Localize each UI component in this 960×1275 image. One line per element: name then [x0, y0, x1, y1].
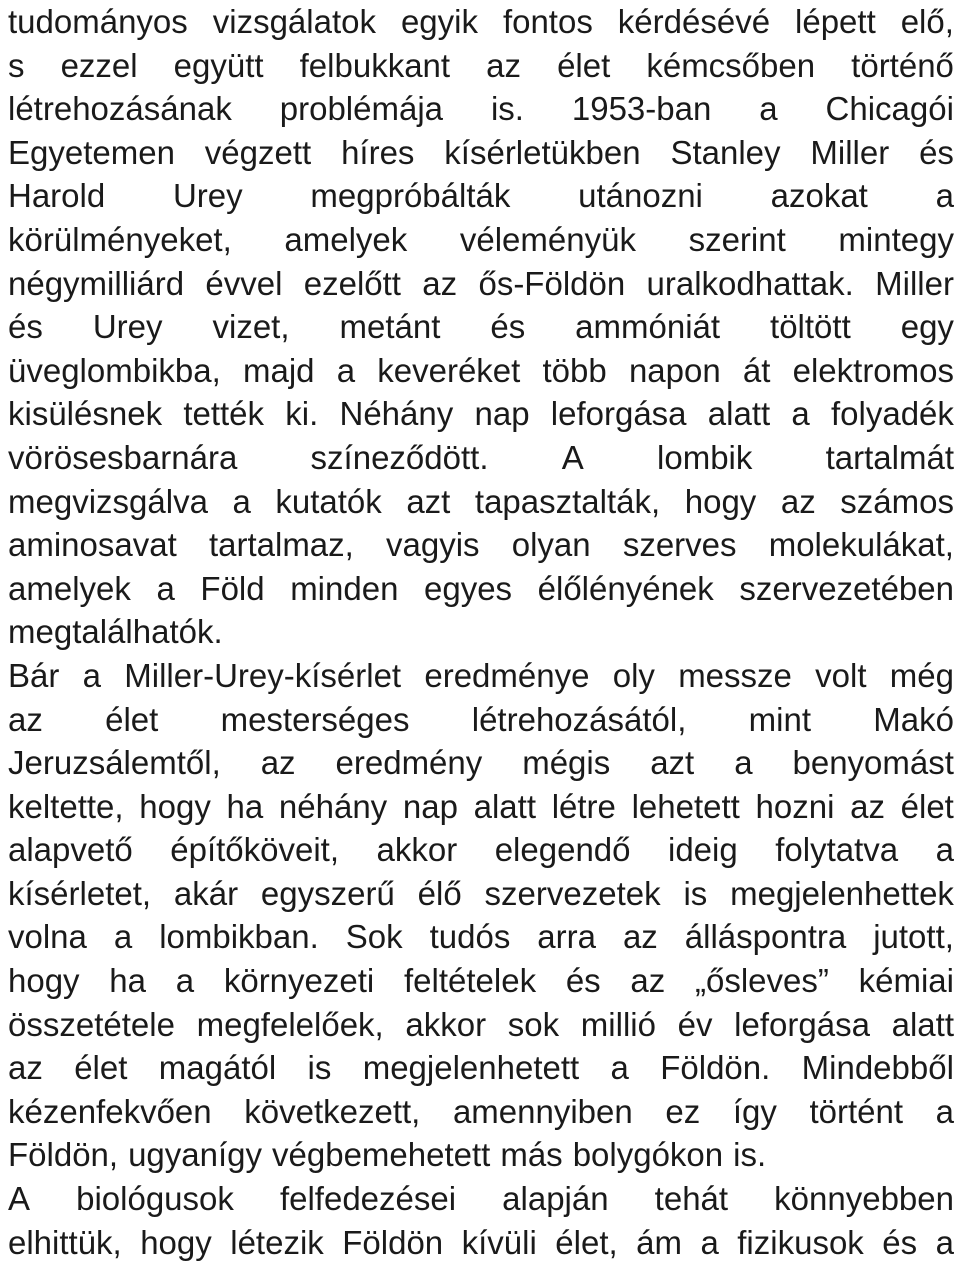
- word: és: [490, 308, 526, 346]
- word: azt: [406, 482, 451, 520]
- word: tartalmát: [825, 438, 954, 476]
- word: bolygókon: [572, 1136, 724, 1174]
- word: tapasztalták,: [474, 482, 661, 520]
- word: Miller: [810, 133, 890, 171]
- word: élet: [74, 1049, 128, 1087]
- text-line: [8, 218, 954, 262]
- word: és: [8, 308, 43, 346]
- text-line: [8, 523, 954, 567]
- word: volt: [815, 656, 867, 694]
- word: töltött: [770, 308, 851, 346]
- word: ezzel: [60, 46, 138, 84]
- word: tették: [183, 395, 265, 433]
- word: élet: [105, 700, 159, 738]
- word: megfelelőek,: [196, 1005, 384, 1043]
- word: az: [486, 46, 521, 84]
- word: a: [156, 569, 175, 607]
- word: fontos: [502, 3, 593, 40]
- word: lehetett: [631, 787, 740, 825]
- word: volna: [8, 918, 87, 956]
- word: is.: [733, 1136, 767, 1174]
- word: hogy: [139, 787, 211, 825]
- word: élő: [417, 874, 462, 912]
- word: Sok: [345, 918, 403, 956]
- word: arra: [537, 918, 596, 956]
- word: élet,: [555, 1223, 618, 1261]
- word: létrehozásának: [8, 90, 232, 128]
- word: évvel: [205, 264, 283, 302]
- text-line: [8, 1133, 954, 1177]
- word: az: [850, 787, 885, 825]
- word: 1953-ban: [571, 90, 712, 128]
- word: a: [935, 1223, 954, 1261]
- word: élet: [900, 787, 954, 825]
- word: Földön: [342, 1223, 444, 1261]
- word: a: [610, 1049, 629, 1087]
- text-line: [8, 698, 954, 742]
- word: kívüli: [461, 1223, 537, 1261]
- word: az: [8, 700, 43, 738]
- word: mesterséges: [220, 700, 410, 738]
- word: leforgása: [550, 395, 687, 433]
- word: ki.: [285, 395, 319, 433]
- word: összetétele: [8, 1005, 175, 1043]
- word: létezik: [230, 1223, 324, 1261]
- word: megjelenhetett: [362, 1049, 580, 1087]
- word: alapvető: [8, 831, 133, 869]
- word: az: [422, 264, 458, 302]
- word: sok: [507, 1005, 560, 1043]
- word: kutatók: [275, 482, 382, 520]
- word: Bár: [8, 656, 60, 694]
- word: ammóniát: [575, 308, 721, 346]
- word: négymilliárd: [8, 264, 185, 302]
- word: szerint: [688, 220, 786, 258]
- word: keveréket: [377, 351, 521, 389]
- text-line: [8, 349, 954, 393]
- word: kémcsőben: [646, 46, 816, 84]
- word: megpróbálták: [310, 177, 511, 215]
- word: véleményük: [459, 220, 636, 258]
- word: nap: [474, 395, 530, 433]
- word: elektromos: [792, 351, 954, 389]
- text-line: [8, 828, 954, 872]
- word: akár: [173, 874, 239, 912]
- word: Mindebből: [801, 1049, 954, 1087]
- word: építőköveit,: [170, 831, 340, 869]
- word: leforgása: [734, 1005, 870, 1043]
- word: A: [8, 1180, 31, 1218]
- word: Földön,: [8, 1136, 119, 1174]
- word: az: [260, 744, 296, 782]
- word: fizikusok: [737, 1223, 864, 1261]
- text-line: [8, 654, 954, 698]
- word: ideig: [668, 831, 738, 869]
- word: a: [336, 351, 356, 389]
- word: mintegy: [838, 220, 954, 258]
- word: amelyek: [284, 220, 408, 258]
- word: hozni: [755, 787, 835, 825]
- word: álláspontra: [684, 918, 847, 956]
- word: több: [542, 351, 607, 389]
- word: élőlényének: [537, 569, 714, 607]
- text-line: [8, 87, 954, 131]
- word: magától: [158, 1049, 277, 1087]
- text-line: [8, 174, 954, 218]
- word: oly: [612, 656, 655, 694]
- word: át: [742, 351, 771, 389]
- word: alatt: [473, 787, 536, 825]
- word: ha: [109, 962, 147, 1000]
- word: a: [175, 962, 195, 1000]
- word: következett,: [244, 1092, 421, 1130]
- word: ez: [665, 1092, 701, 1130]
- word: akkor: [405, 1005, 487, 1043]
- word: benyomást: [792, 744, 954, 782]
- word: szervezetek: [484, 874, 661, 912]
- text-line: [8, 741, 954, 785]
- word: más: [500, 1136, 563, 1174]
- word: is.: [490, 90, 524, 128]
- word: hogy: [8, 962, 80, 1000]
- text-line: [8, 305, 954, 349]
- word: hogy: [684, 482, 757, 520]
- word: Föld: [200, 569, 265, 607]
- word: könnyebben: [774, 1180, 954, 1218]
- word: is: [307, 1049, 332, 1087]
- text-line: [8, 785, 954, 829]
- text-line: [8, 392, 954, 436]
- word: kémiai: [858, 962, 954, 1000]
- text-line: [8, 1003, 954, 1047]
- word: kísérletet,: [8, 874, 152, 912]
- word: folytatva: [775, 831, 899, 869]
- word: Harold: [8, 177, 106, 215]
- word: mint: [748, 700, 811, 738]
- word: azt: [650, 744, 695, 782]
- word: egyes: [424, 569, 513, 607]
- word: a: [82, 656, 101, 694]
- word: a: [232, 482, 251, 520]
- word: uralkodhattak.: [646, 264, 854, 302]
- word: vizsgálatok: [212, 3, 376, 40]
- word: tartalmaz,: [208, 526, 354, 564]
- word: ős-Földön: [478, 264, 626, 302]
- word: ezelőtt: [303, 264, 401, 302]
- word: s: [8, 46, 25, 84]
- word: napon: [628, 351, 721, 389]
- word: alapján: [502, 1180, 609, 1218]
- word: tehát: [654, 1180, 729, 1218]
- word: élet: [557, 46, 611, 84]
- word: lombikban.: [159, 918, 319, 956]
- word: év: [677, 1005, 713, 1043]
- word: feltételek: [403, 962, 537, 1000]
- word: nap: [402, 787, 458, 825]
- word: üveglombikba,: [8, 351, 221, 389]
- word: kísérletükben: [444, 133, 641, 171]
- word: ám: [636, 1223, 682, 1261]
- word: mégis: [522, 744, 611, 782]
- word: megvizsgálva: [8, 482, 208, 520]
- word: tudós: [429, 918, 511, 956]
- word: kisülésnek: [8, 395, 163, 433]
- word: vizet,: [212, 308, 290, 346]
- word: történő: [851, 46, 954, 84]
- word: az: [622, 918, 658, 956]
- word: szervezetében: [739, 569, 954, 607]
- word: alatt: [891, 1005, 954, 1043]
- word: „ősleves”: [695, 962, 829, 1000]
- word: szerves: [622, 526, 737, 564]
- word: létre: [551, 787, 616, 825]
- text-line: [8, 480, 954, 524]
- text-line: [8, 0, 954, 44]
- text-line: [8, 610, 954, 654]
- text-line: [8, 1090, 954, 1134]
- word: az: [630, 962, 666, 1000]
- word: majd: [242, 351, 315, 389]
- word: színeződött.: [310, 438, 489, 476]
- word: amelyek: [8, 569, 131, 607]
- word: kézenfekvően: [8, 1092, 212, 1130]
- word: messze: [678, 656, 792, 694]
- word: Makó: [873, 700, 954, 738]
- text-line: [8, 436, 954, 480]
- word: folyadék: [830, 395, 954, 433]
- word: még: [889, 656, 954, 694]
- word: Földön.: [660, 1049, 771, 1087]
- word: a: [113, 918, 133, 956]
- word: jutott,: [873, 918, 954, 956]
- word: Néhány: [339, 395, 454, 433]
- word: elegendő: [494, 831, 631, 869]
- word: és: [565, 962, 601, 1000]
- word: az: [8, 1049, 43, 1087]
- word: alatt: [707, 395, 771, 433]
- word: metánt: [339, 308, 441, 346]
- word: keltette,: [8, 787, 124, 825]
- word: a: [759, 90, 778, 128]
- word: a: [935, 177, 954, 215]
- word: aminosavat: [8, 526, 177, 564]
- word: amennyiben: [452, 1092, 633, 1130]
- word: a: [700, 1223, 719, 1261]
- text-line: [8, 1046, 954, 1090]
- word: végbemehetett: [272, 1136, 491, 1174]
- text-line: [8, 959, 954, 1003]
- word: akkor: [376, 831, 458, 869]
- word: utánozni: [578, 177, 703, 215]
- text-line: [8, 131, 954, 175]
- word: felfedezései: [279, 1180, 457, 1218]
- word: Urey: [172, 177, 243, 215]
- word: Chicagói: [825, 90, 954, 128]
- word: számos: [840, 482, 954, 520]
- word: hogy: [140, 1223, 212, 1261]
- word: körülményeket,: [8, 220, 232, 258]
- word: egy: [900, 308, 954, 346]
- word: történt: [809, 1092, 904, 1130]
- word: az: [780, 482, 816, 520]
- text-line: [8, 872, 954, 916]
- word: millió: [580, 1005, 656, 1043]
- word: megjelenhettek: [730, 874, 954, 912]
- word: eredménye: [424, 656, 590, 694]
- word: a: [935, 831, 954, 869]
- word: vörösesbarnára: [8, 438, 238, 476]
- word: ha: [226, 787, 264, 825]
- word: egyszerű: [260, 874, 395, 912]
- word: környezeti: [223, 962, 375, 1000]
- word: és: [919, 133, 954, 171]
- word: Urey: [92, 308, 163, 346]
- word: vagyis: [386, 526, 480, 564]
- word: a: [791, 395, 810, 433]
- word: lépett: [795, 3, 876, 40]
- text-line: [8, 262, 954, 306]
- text-line: [8, 1177, 954, 1221]
- word: Jeruzsálemtől,: [8, 744, 221, 782]
- word: kérdésévé: [617, 3, 771, 40]
- word: és: [882, 1223, 918, 1261]
- word: Stanley: [670, 133, 781, 171]
- word: egyik: [400, 3, 478, 40]
- word: molekulákat,: [768, 526, 954, 564]
- document-page: [8, 0, 954, 1264]
- word: lombik: [657, 438, 753, 476]
- word: minden: [290, 569, 399, 607]
- text-line: [8, 567, 954, 611]
- word: a: [734, 744, 753, 782]
- word: ugyanígy: [128, 1136, 263, 1174]
- word: elhittük,: [8, 1223, 122, 1261]
- word: néhány: [278, 787, 388, 825]
- word: olyan: [511, 526, 591, 564]
- word: végzett: [204, 133, 312, 171]
- word: eredmény: [335, 744, 483, 782]
- text-line: [8, 1221, 954, 1265]
- word: így: [732, 1092, 777, 1130]
- word: felbukkant: [299, 46, 451, 84]
- word: biológusok: [76, 1180, 234, 1218]
- word: Miller-Urey-kísérlet: [124, 656, 402, 694]
- word: Egyetemen: [8, 133, 175, 171]
- word: híres: [341, 133, 415, 171]
- word: tudományos: [8, 3, 188, 40]
- text-line: [8, 915, 954, 959]
- word: megtalálhatók.: [8, 613, 223, 651]
- word: problémája: [279, 90, 444, 128]
- text-line: [8, 44, 954, 88]
- word: a: [935, 1092, 954, 1130]
- word: elő,: [900, 3, 954, 40]
- word: azokat: [770, 177, 868, 215]
- word: is: [683, 874, 708, 912]
- word: létrehozásától,: [471, 700, 687, 738]
- word: A: [561, 438, 584, 476]
- word: együtt: [173, 46, 264, 84]
- word: Miller: [875, 264, 954, 302]
